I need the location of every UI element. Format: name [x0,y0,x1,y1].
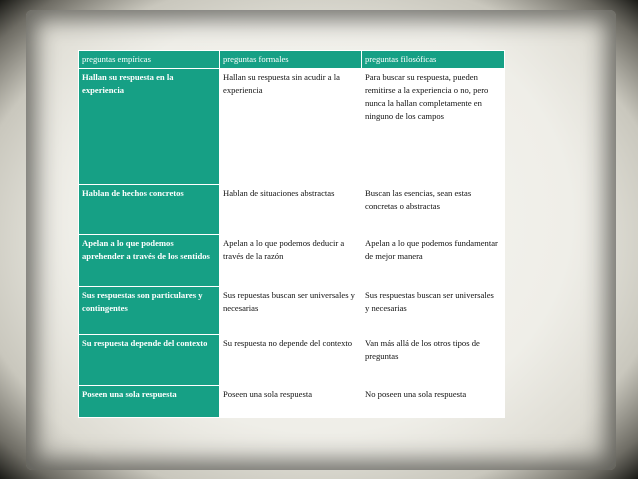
table-cell: Su respuesta depende del contexto [79,335,220,386]
header-cell: preguntas empíricas [79,51,220,69]
table-row [79,69,505,185]
table-cell: Buscan las esencias, sean estas concretas o abstractas [362,185,505,235]
table-cell: Hallan su respuesta en la experiencia [79,69,220,185]
table-cell: Sus respuestas buscan ser universales y necesarias [362,287,505,335]
header-cell: preguntas formales [220,51,362,69]
table-cell: Hablan de hechos concretos [79,185,220,235]
table-row [79,235,505,287]
table-cell: Hablan de situaciones abstractas [220,185,362,235]
table-row [79,386,505,418]
table-cell: Para buscar su respuesta, pueden remitirse a la experiencia o no, pero nunca la hallan completamente en ninguno de los campos [362,69,505,185]
table-cell: Apelan a lo que podemos fundamentar de mejor manera [362,235,505,287]
table-cell: Su respuesta no depende del contexto [220,335,362,386]
table-header-row [79,51,505,69]
table-cell: Poseen una sola respuesta [79,386,220,418]
table-cell: Sus respuestas son particulares y contingentes [79,287,220,335]
header-cell: preguntas filosóficas [362,51,505,69]
table-cell: Apelan a lo que podemos deducir a través de la razón [220,235,362,287]
table-cell: Sus repuestas buscan ser universales y necesarias [220,287,362,335]
comparison-table [78,50,505,418]
table-row [79,335,505,386]
table-cell: Van más allá de los otros tipos de preguntas [362,335,505,386]
table-cell: Apelan a lo que podemos aprehender a través de los sentidos [79,235,220,287]
table-cell: Poseen una sola respuesta [220,386,362,418]
table-row [79,287,505,335]
table-row [79,185,505,235]
table-cell: No poseen una sola respuesta [362,386,505,418]
table-cell: Hallan su respuesta sin acudir a la experiencia [220,69,362,185]
